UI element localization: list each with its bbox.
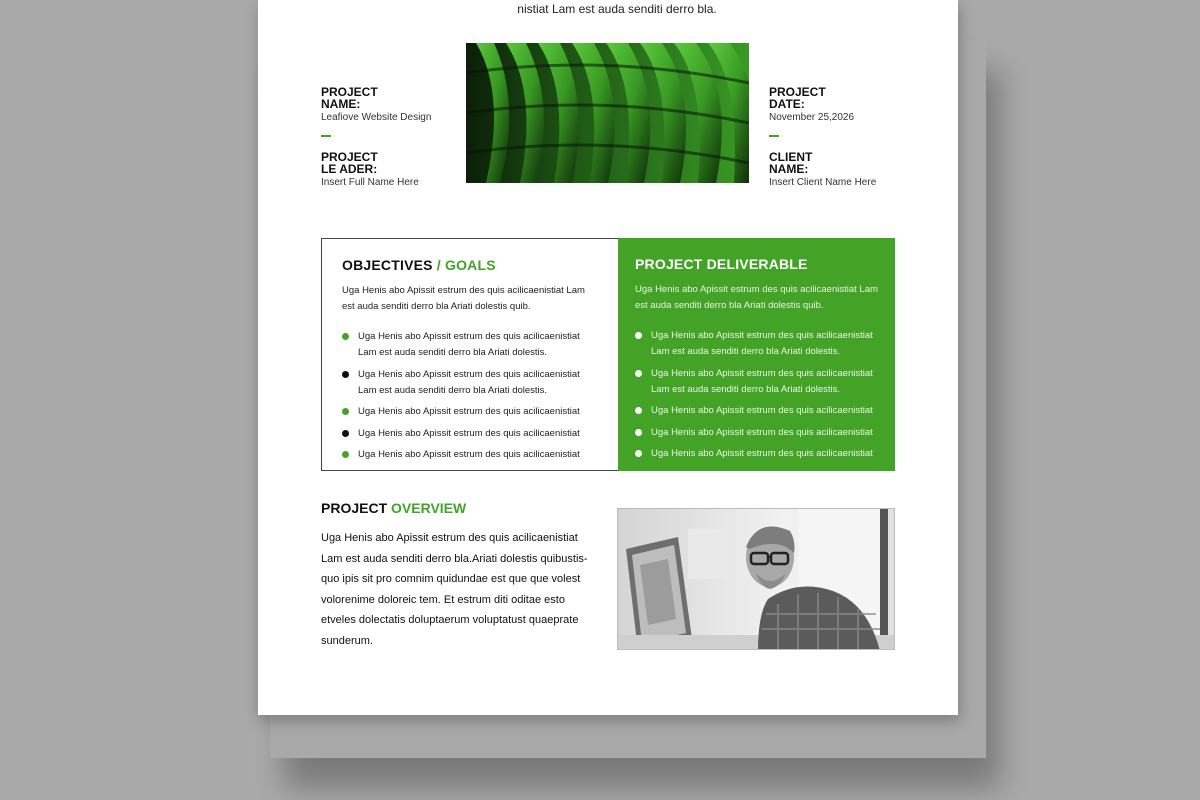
project-info-right (769, 86, 899, 188)
bullet-icon (342, 408, 349, 415)
list-item-text: Uga Henis abo Apissit estrum des quis acilicaenistiat Lam est auda senditi derro bla Ariati dolestis. (651, 330, 873, 357)
bullet-icon (635, 429, 642, 436)
bullet-icon (635, 407, 642, 414)
objectives-deliverable-box (321, 238, 894, 471)
office-photo (617, 508, 895, 650)
bullet-icon (635, 450, 642, 457)
title-accent: / GOALS (436, 257, 496, 273)
deliverable-title: PROJECT DELIVERABLE (635, 256, 808, 272)
info-label: PROJECT NAME: (321, 85, 378, 111)
document-page (258, 0, 958, 715)
list-item-text: Uga Henis abo Apissit estrum des quis acilicaenistiat (651, 405, 873, 416)
bullet-icon (342, 333, 349, 340)
list-item (342, 329, 598, 361)
title-main: PROJECT (321, 500, 388, 516)
info-client-name (769, 151, 899, 188)
list-item-text: Uga Henis abo Apissit estrum des quis acilicaenistiat Lam est auda senditi derro bla Ariati dolestis. (651, 367, 873, 395)
overview-title (321, 500, 591, 516)
list-item-text: Uga Henis abo Apissit estrum des quis acilicaenistiat (358, 427, 580, 439)
list-item (635, 328, 878, 360)
deliverable-list (635, 328, 878, 462)
info-label: PROJECT DATE: (769, 85, 826, 111)
list-item-text: Uga Henis abo Apissit estrum des quis acilicaenistiat Lam est auda senditi derro bla Ariati dolestis. (358, 331, 580, 358)
list-item (342, 426, 598, 442)
objectives-intro: Uga Henis abo Apissit estrum des quis acilicaenistiat Lam est auda senditi derro bla Ariati dolestis quib. (342, 285, 585, 312)
info-value: Leafiove Website Design (321, 112, 432, 123)
deliverable-panel (618, 238, 895, 471)
list-item (635, 446, 878, 462)
green-abstract-image (466, 43, 749, 183)
bullet-icon (342, 371, 349, 378)
title-accent: OVERVIEW (391, 500, 467, 516)
list-item (342, 404, 598, 420)
info-project-leader (321, 151, 451, 188)
list-item (342, 447, 598, 463)
info-value: Insert Client Name Here (769, 177, 877, 188)
info-value: November 25,2026 (769, 112, 855, 123)
green-divider (321, 135, 331, 137)
bullet-icon (342, 451, 349, 458)
hero-image (466, 43, 749, 183)
project-overview (321, 500, 591, 651)
bullet-icon (342, 430, 349, 437)
info-value: Insert Full Name Here (321, 177, 419, 188)
bullet-icon (635, 370, 642, 377)
top-text: nistiat Lam est auda senditi derro bla. (517, 2, 717, 16)
objectives-panel (322, 239, 618, 470)
list-item-text: Uga Henis abo Apissit estrum des quis acilicaenistiat (358, 449, 580, 460)
list-item-text: Uga Henis abo Apissit estrum des quis acilicaenistiat (358, 406, 580, 417)
bullet-icon (635, 332, 642, 339)
info-label: CLIENT NAME: (769, 150, 813, 176)
green-divider (769, 135, 779, 137)
deliverable-intro: Uga Henis abo Apissit estrum des quis acilicaenistiat Lam est auda senditi derro bla Ariati dolestis quib. (635, 284, 878, 311)
list-item-text: Uga Henis abo Apissit estrum des quis acilicaenistiat (651, 448, 873, 459)
list-item (635, 403, 878, 419)
title-main: OBJECTIVES (342, 257, 433, 273)
list-item (635, 366, 878, 398)
project-info-left (321, 86, 451, 188)
list-item-text: Uga Henis abo Apissit estrum des quis acilicaenistiat (651, 426, 873, 438)
objectives-list (342, 329, 598, 463)
man-at-computer-image (618, 509, 895, 650)
info-project-name (321, 86, 451, 137)
list-item (342, 367, 598, 399)
info-label: PROJECT LE ADER: (321, 150, 378, 176)
list-item-text: Uga Henis abo Apissit estrum des quis acilicaenistiat Lam est auda senditi derro bla Ariati dolestis. (358, 368, 580, 396)
overview-body: Uga Henis abo Apissit estrum des quis acilicaenistiat Lam est auda senditi derro bla.Ariati dolestis quibustis-quo ipis sit pro comnim quidundae est que que volest volorenime doloreic tem. Et estrum diti oditae esto etveles dolectatis doluptaerum voluptatust quaeprate sunderum. (321, 532, 588, 647)
info-project-date (769, 86, 899, 137)
objectives-title (342, 257, 598, 273)
list-item (635, 425, 878, 441)
